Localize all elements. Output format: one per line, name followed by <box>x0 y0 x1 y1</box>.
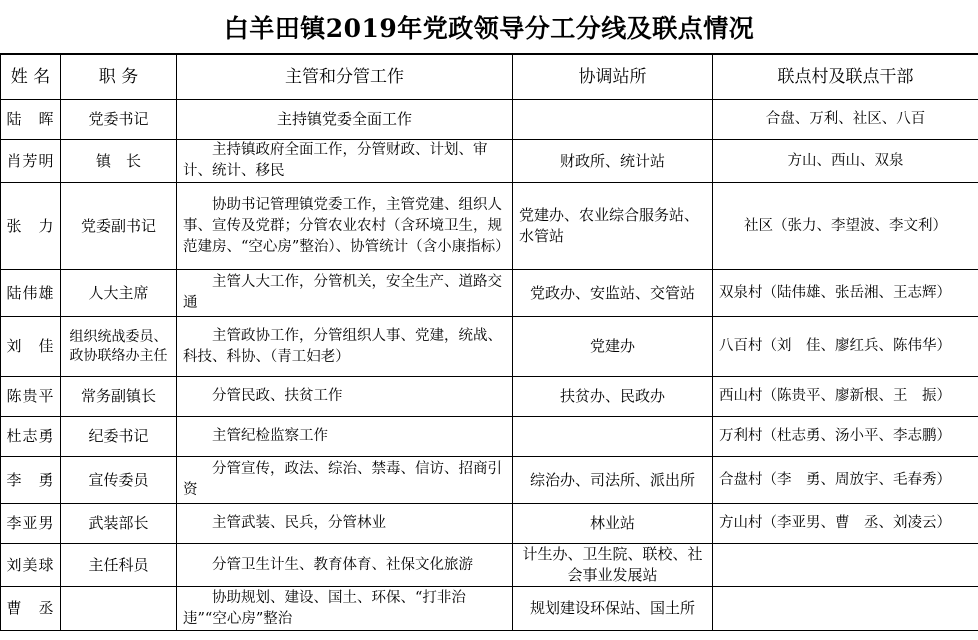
cell-name: 曹 丞 <box>1 587 61 631</box>
cell-village <box>713 544 978 587</box>
cell-duties: 主管政协工作，分管组织人事、党建，统战、科技、科协、（青工妇老） <box>177 317 513 377</box>
header-coord: 协调站所 <box>513 55 713 100</box>
cell-position: 武装部长 <box>61 504 177 544</box>
cell-village: 双泉村（陆伟雄、张岳湘、王志辉） <box>713 270 978 317</box>
cell-village: 西山村（陈贵平、廖新根、王 振） <box>713 377 978 417</box>
cell-name: 刘 佳 <box>1 317 61 377</box>
cell-coord: 林业站 <box>513 504 713 544</box>
cell-duties: 主管纪检监察工作 <box>177 417 513 457</box>
cell-name: 杜志勇 <box>1 417 61 457</box>
cell-name: 李 勇 <box>1 457 61 504</box>
header-duties: 主管和分管工作 <box>177 55 513 100</box>
cell-coord: 党建办 <box>513 317 713 377</box>
cell-village: 方山、西山、双泉 <box>713 140 978 183</box>
cell-coord: 综治办、司法所、派出所 <box>513 457 713 504</box>
cell-duties: 分管宣传，政法、综治、禁毒、信访、招商引资 <box>177 457 513 504</box>
cell-coord: 党建办、农业综合服务站、水管站 <box>513 183 713 270</box>
cell-village <box>713 587 978 631</box>
cell-village: 八百村（刘 佳、廖红兵、陈伟华） <box>713 317 978 377</box>
cell-name: 陈贵平 <box>1 377 61 417</box>
cell-position: 常务副镇长 <box>61 377 177 417</box>
header-village: 联点村及联点干部 <box>713 55 978 100</box>
cell-duties: 主管武装、民兵，分管林业 <box>177 504 513 544</box>
cell-duties: 分管卫生计生、教育体育、社保文化旅游 <box>177 544 513 587</box>
cell-position: 纪委书记 <box>61 417 177 457</box>
cell-position <box>61 587 177 631</box>
cell-village: 合盘、万利、社区、八百 <box>713 100 978 140</box>
cell-position: 党委书记 <box>61 100 177 140</box>
cell-name: 刘美球 <box>1 544 61 587</box>
table-header-row <box>1 55 978 100</box>
cell-position: 镇 长 <box>61 140 177 183</box>
cell-coord: 规划建设环保站、国土所 <box>513 587 713 631</box>
cell-name: 张 力 <box>1 183 61 270</box>
table-row <box>1 457 978 504</box>
page-title: 白羊田镇2019年党政领导分工分线及联点情况 <box>0 0 978 54</box>
cell-name: 陆伟雄 <box>1 270 61 317</box>
cell-duties: 主持镇党委全面工作 <box>177 100 513 140</box>
table-row <box>1 504 978 544</box>
table-row <box>1 270 978 317</box>
cell-position: 主任科员 <box>61 544 177 587</box>
cell-village: 合盘村（李 勇、周放宇、毛春秀） <box>713 457 978 504</box>
cell-coord: 党政办、安监站、交管站 <box>513 270 713 317</box>
cell-name: 肖芳明 <box>1 140 61 183</box>
table-row <box>1 317 978 377</box>
cell-duties: 协助规划、建设、国土、环保、“打非治违”“空心房”整治 <box>177 587 513 631</box>
cell-position: 宣传委员 <box>61 457 177 504</box>
cell-duties: 协助书记管理镇党委工作，主管党建、组织人事、宣传及党群；分管农业农村（含环境卫生，规范建房、“空心房”整治）、协管统计（含小康指标） <box>177 183 513 270</box>
cell-village: 方山村（李亚男、曹 丞、刘凌云） <box>713 504 978 544</box>
cell-coord: 计生办、卫生院、联校、社会事业发展站 <box>513 544 713 587</box>
table-row <box>1 417 978 457</box>
cell-position: 党委副书记 <box>61 183 177 270</box>
cell-position: 人大主席 <box>61 270 177 317</box>
cell-name: 李亚男 <box>1 504 61 544</box>
cell-village: 社区（张力、李望波、李文利） <box>713 183 978 270</box>
cell-name: 陆 晖 <box>1 100 61 140</box>
cell-position: 组织统战委员、政协联络办主任 <box>61 317 177 377</box>
cell-coord <box>513 100 713 140</box>
table-row <box>1 140 978 183</box>
cell-duties: 主持镇政府全面工作，分管财政、计划、审计、统计、移民 <box>177 140 513 183</box>
assignment-table <box>0 54 978 631</box>
cell-coord: 扶贫办、民政办 <box>513 377 713 417</box>
cell-village: 万利村（杜志勇、汤小平、李志鹏） <box>713 417 978 457</box>
header-position: 职 务 <box>61 55 177 100</box>
cell-duties: 分管民政、扶贫工作 <box>177 377 513 417</box>
table-row <box>1 100 978 140</box>
cell-duties: 主管人大工作，分管机关，安全生产、道路交通 <box>177 270 513 317</box>
cell-coord <box>513 417 713 457</box>
table-row <box>1 377 978 417</box>
header-name: 姓 名 <box>1 55 61 100</box>
table-row <box>1 544 978 587</box>
cell-coord: 财政所、统计站 <box>513 140 713 183</box>
table-row <box>1 183 978 270</box>
table-row <box>1 587 978 631</box>
